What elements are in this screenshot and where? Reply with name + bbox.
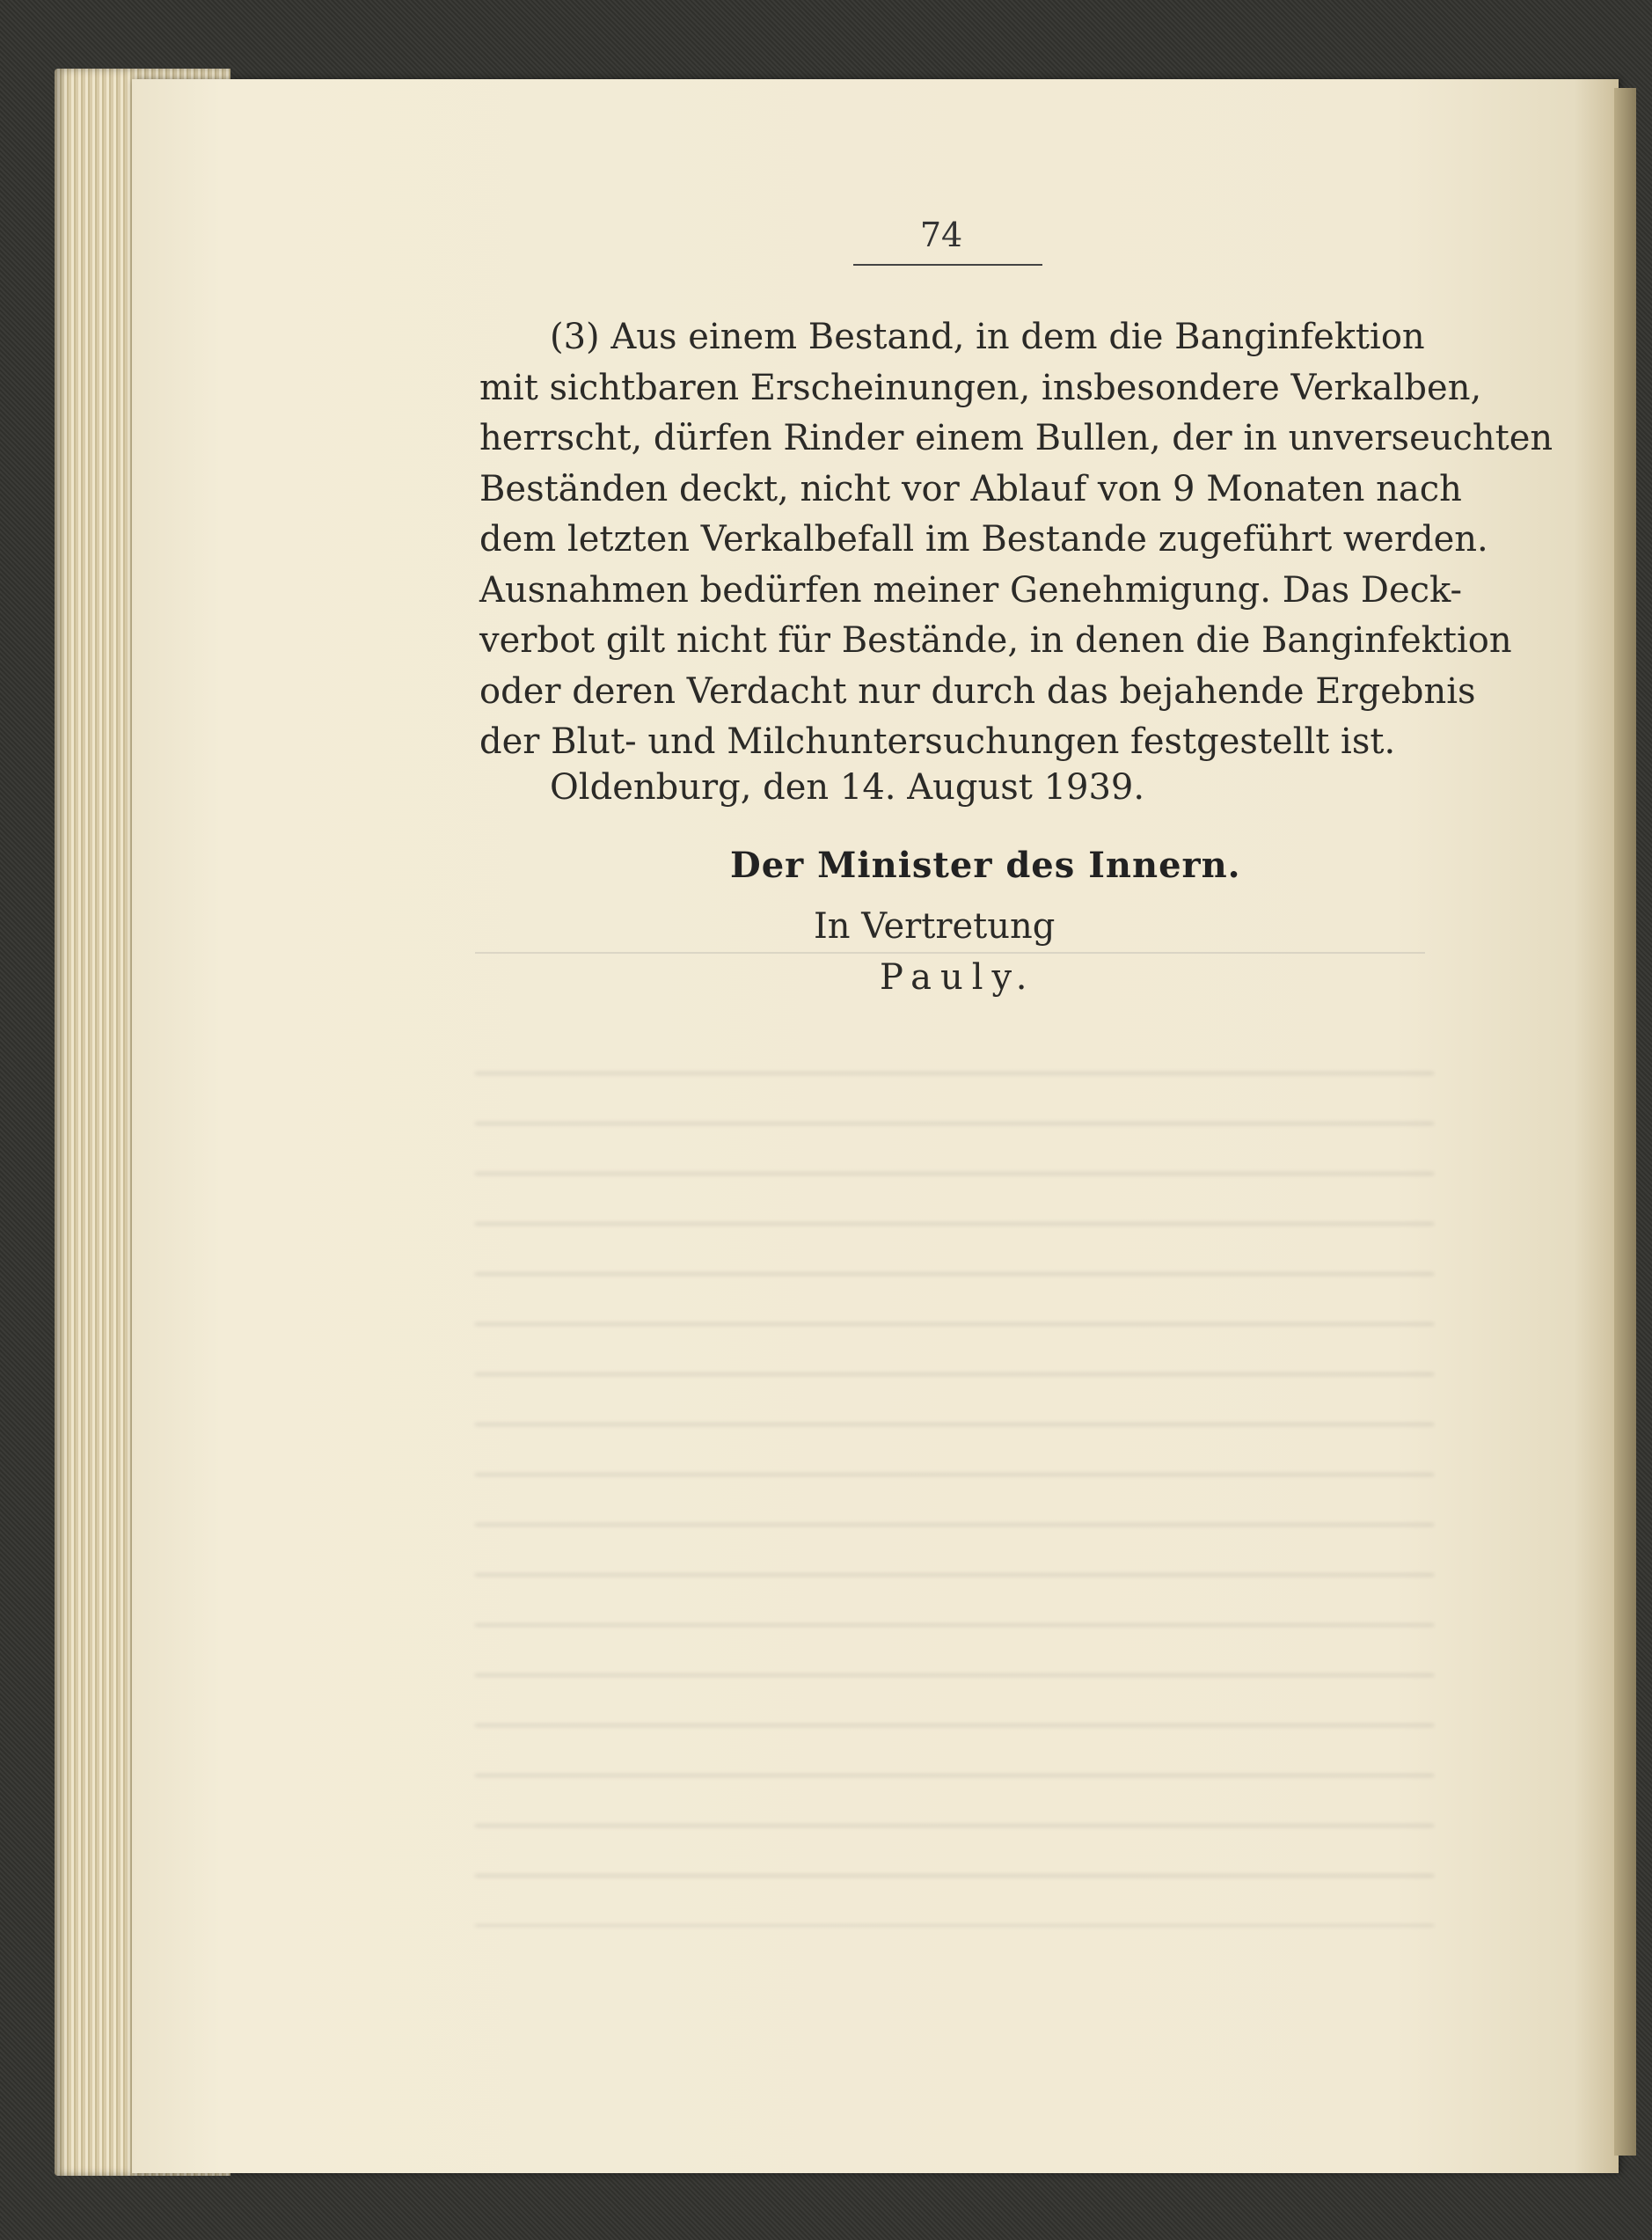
- page-number: 74: [919, 216, 963, 254]
- show-through-rule: [475, 952, 1425, 954]
- paragraph-line: Beständen deckt, nicht vor Ablauf von 9 Monaten nach: [479, 468, 1462, 509]
- page-number-rule: [853, 264, 1042, 266]
- paragraph-line: dem letzten Verkalbefall im Bestande zugeführt werden.: [479, 519, 1488, 560]
- paragraph-line: der Blut- und Milchuntersuchungen festgestellt ist.: [479, 721, 1396, 762]
- paragraph-line: verbot gilt nicht für Bestände, in denen die Banginfektion: [479, 620, 1512, 661]
- deputy-line: In Vertretung: [814, 906, 1056, 947]
- paragraph-line: (3) Aus einem Bestand, in dem die Banginfektion: [550, 317, 1425, 357]
- paragraph-line: Ausnahmen bedürfen meiner Genehmigung. Das Deck-: [479, 569, 1463, 611]
- page-right-edge: [1614, 88, 1636, 2156]
- show-through-text: [475, 1038, 1434, 1927]
- paragraph-line: mit sichtbaren Erscheinungen, insbesondere Verkalben,: [479, 367, 1482, 408]
- signature: Pauly.: [880, 957, 1036, 998]
- paragraph-line: herrscht, dürfen Rinder einem Bullen, der in unverseuchten: [479, 418, 1553, 458]
- paragraph: [479, 312, 1553, 768]
- minister-title: Der Minister des Innern.: [730, 845, 1241, 886]
- place-and-date: Oldenburg, den 14. August 1939.: [550, 767, 1145, 808]
- paragraph-line: oder deren Verdacht nur durch das bejahende Ergebnis: [479, 670, 1476, 712]
